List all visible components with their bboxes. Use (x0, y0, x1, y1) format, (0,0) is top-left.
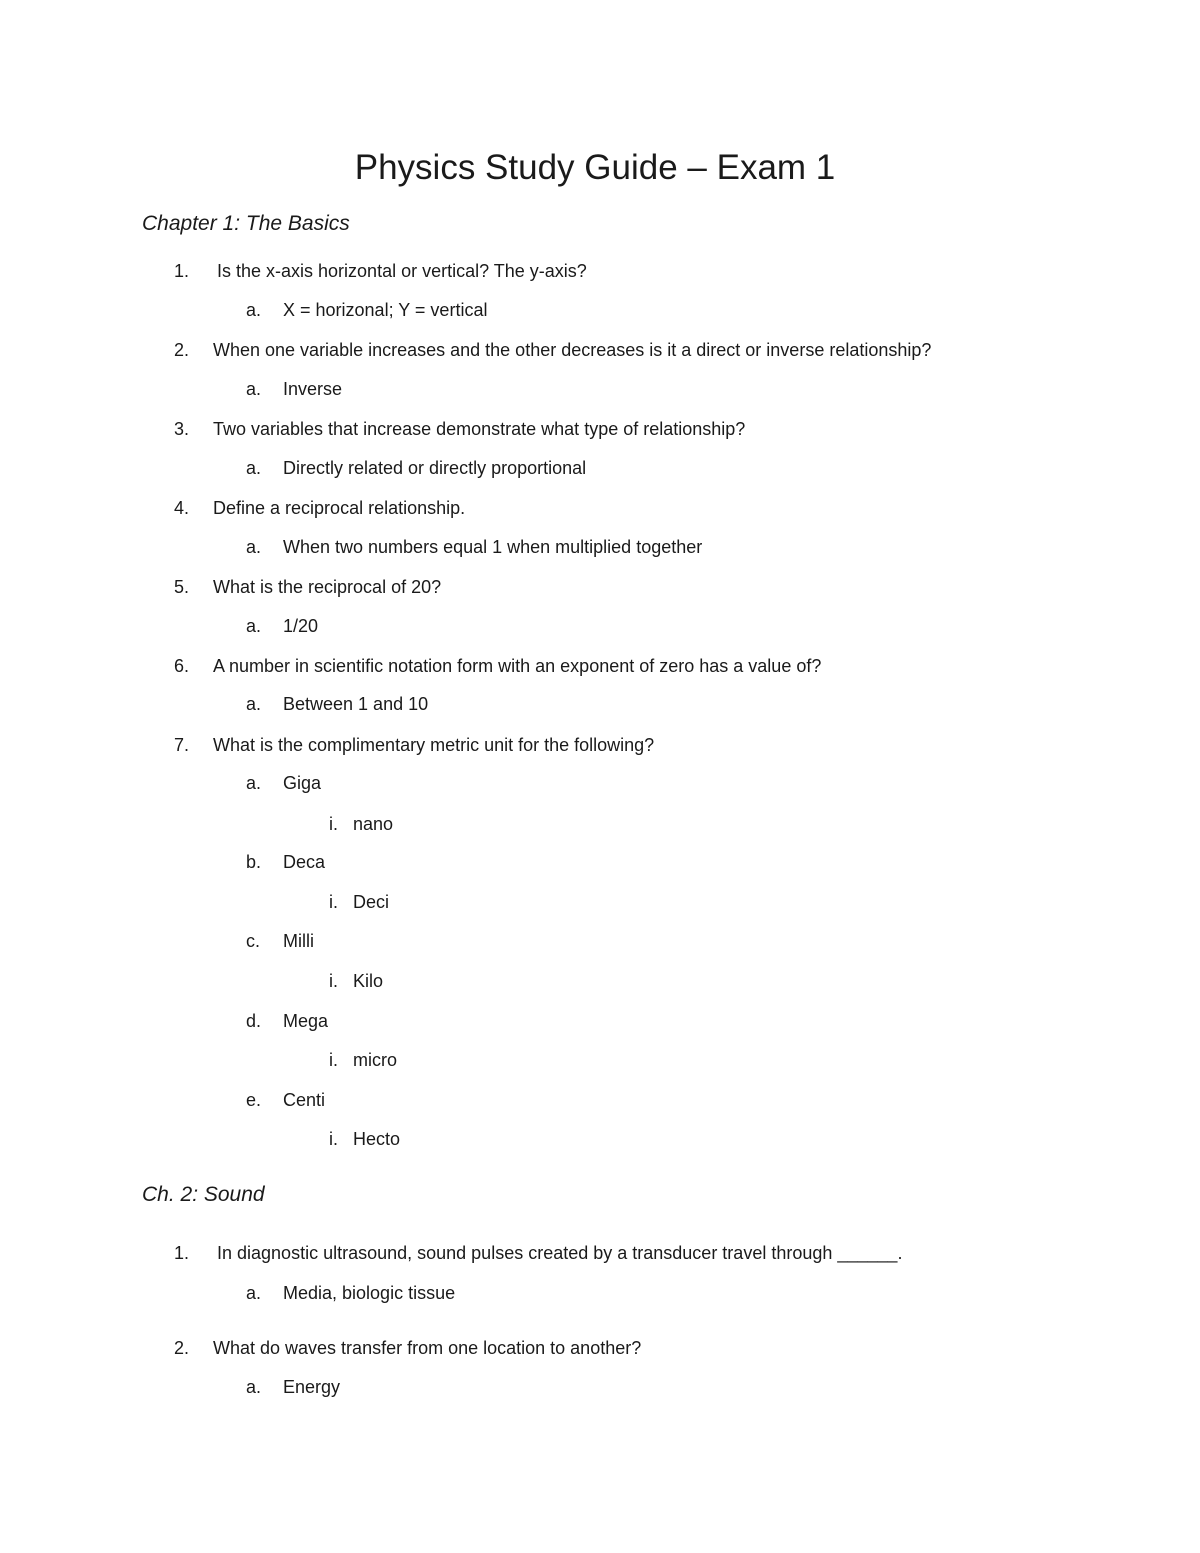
sub-answer-text: micro (353, 1050, 397, 1070)
question-text: What do waves transfer from one location to another? (213, 1338, 642, 1358)
question-number: 7. (174, 735, 190, 755)
question-text: Two variables that increase demonstrate what type of relationship? (213, 419, 746, 439)
sub-item-text: Milli (283, 931, 314, 951)
question-text: When one variable increases and the other decreases is it a direct or inverse relationship? (213, 340, 932, 360)
question-text: What is the complimentary metric unit for the following? (213, 735, 655, 755)
answer-text: Directly related or directly proportional (283, 458, 587, 478)
sub-item-text: Centi (283, 1090, 326, 1110)
question-text: In diagnostic ultrasound, sound pulses created by a transducer travel through ______. (217, 1243, 903, 1263)
sub-answer-label: i. (329, 892, 338, 912)
answer-text: Media, biologic tissue (283, 1283, 456, 1303)
answer-label: a. (246, 1377, 262, 1397)
sub-answer-label: i. (329, 971, 338, 991)
question-number: 2. (174, 340, 190, 360)
sub-answer-text: Kilo (353, 971, 384, 991)
question-number: 4. (174, 498, 190, 518)
sub-item-label: c. (246, 931, 261, 951)
question-text: What is the reciprocal of 20? (213, 577, 442, 597)
question-text: Define a reciprocal relationship. (213, 498, 466, 518)
question-number: 2. (174, 1338, 190, 1358)
sub-item-label: e. (246, 1090, 262, 1110)
sub-answer-text: nano (353, 814, 394, 834)
question-number: 1. (174, 1243, 190, 1263)
answer-text: When two numbers equal 1 when multiplied together (283, 537, 703, 557)
question-number: 3. (174, 419, 190, 439)
sub-answer-label: i. (329, 1050, 338, 1070)
answer-text: X = horizonal; Y = vertical (283, 300, 488, 320)
answer-label: a. (246, 694, 262, 714)
answer-label: a. (246, 537, 262, 557)
sub-answer-label: i. (329, 814, 338, 834)
sub-item-text: Mega (283, 1011, 329, 1031)
page-title: Physics Study Guide – Exam 1 (354, 148, 836, 187)
answer-label: a. (246, 300, 262, 320)
sub-answer-text: Deci (353, 892, 390, 912)
question-number: 1. (174, 261, 190, 281)
question-text: A number in scientific notation form with an exponent of zero has a value of? (213, 656, 822, 676)
sub-item-text: Deca (283, 852, 326, 872)
answer-label: a. (246, 379, 262, 399)
sub-item-text: Giga (283, 773, 322, 793)
question-number: 5. (174, 577, 190, 597)
sub-answer-label: i. (329, 1129, 338, 1149)
question-text: Is the x-axis horizontal or vertical? The y-axis? (217, 261, 587, 281)
answer-label: a. (246, 616, 262, 636)
answer-text: Inverse (283, 379, 343, 399)
answer-label: a. (246, 458, 262, 478)
sub-answer-text: Hecto (353, 1129, 401, 1149)
answer-text: Between 1 and 10 (283, 694, 429, 714)
chapter-1-heading: Chapter 1: The Basics (142, 212, 350, 235)
sub-item-label: d. (246, 1011, 262, 1031)
chapter-2-heading: Ch. 2: Sound (142, 1183, 265, 1206)
sub-item-label: a. (246, 773, 262, 793)
answer-text: 1/20 (283, 616, 319, 636)
sub-item-label: b. (246, 852, 262, 872)
question-number: 6. (174, 656, 190, 676)
answer-text: Energy (283, 1377, 341, 1397)
answer-label: a. (246, 1283, 262, 1303)
